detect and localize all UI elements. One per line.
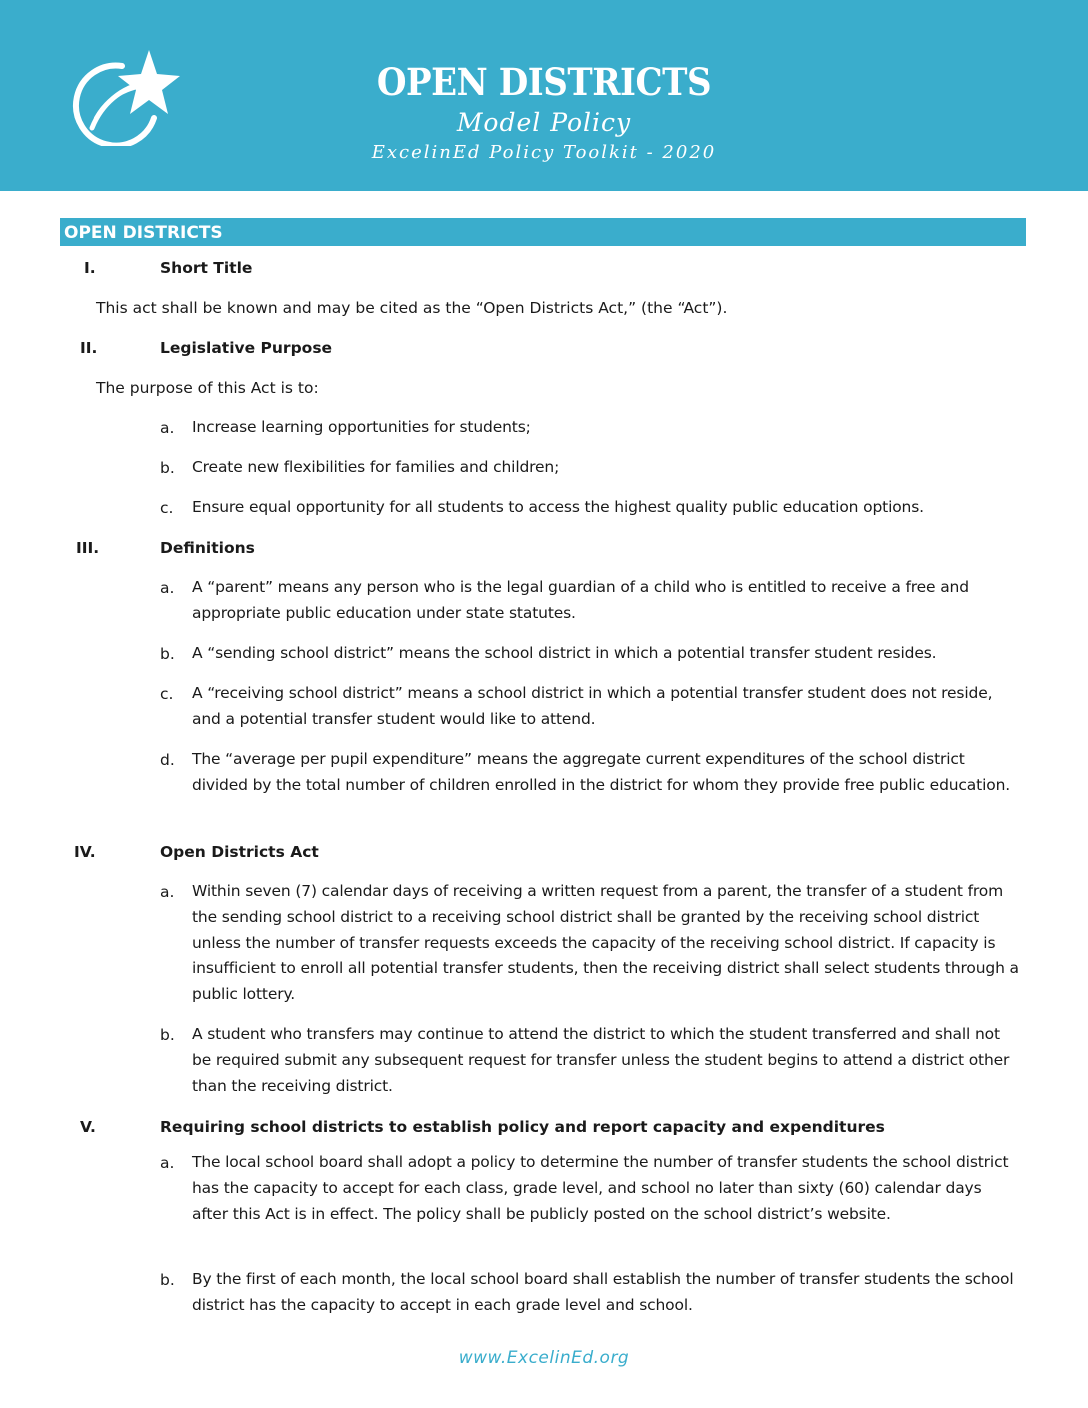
list-item: The “average per pupil expenditure” means the aggregate current expenditures of the school district divided by the total number of children enrolled in the district for whom they provide free public education.: [192, 750, 1011, 794]
list-item: A “parent” means any person who is the legal guardian of a child who is entitled to receive a free and appropriate public education under state statutes.: [192, 578, 969, 622]
section-numeral: IV.: [74, 843, 96, 861]
list-item-letter: b.: [160, 645, 175, 663]
list-item-letter: c.: [160, 499, 174, 517]
section-bar: OPEN DISTRICTS: [60, 218, 1026, 246]
document-title: OPEN DISTRICTS: [376, 60, 712, 104]
section-heading: Definitions: [160, 539, 255, 557]
list-item: By the first of each month, the local school board shall establish the number of transfer students the school district has the capacity to accept in each grade level and school.: [192, 1270, 1014, 1314]
list-item-letter: a.: [160, 579, 175, 597]
section-numeral: III.: [76, 539, 100, 557]
list-item-letter: a.: [160, 419, 175, 437]
list-item: Create new flexibilities for families and children;: [192, 458, 560, 476]
section-heading: Open Districts Act: [160, 843, 319, 861]
header-banner: [0, 0, 1088, 191]
section-intro: This act shall be known and may be cited as the “Open Districts Act,” (the “Act”).: [96, 299, 728, 317]
section-heading: Short Title: [160, 259, 253, 277]
list-item-letter: b.: [160, 1026, 175, 1044]
list-item: Ensure equal opportunity for all students to access the highest quality public education options.: [192, 498, 924, 516]
list-item-letter: a.: [160, 883, 175, 901]
shooting-star-logo-icon: [62, 48, 182, 146]
list-item: A “sending school district” means the school district in which a potential transfer student resides.: [192, 644, 937, 662]
list-item-letter: c.: [160, 685, 174, 703]
section-heading: Legislative Purpose: [160, 339, 333, 357]
list-item: A “receiving school district” means a school district in which a potential transfer student does not reside, and a potential transfer student would like to attend.: [192, 684, 993, 728]
document-subtitle: Model Policy: [456, 108, 632, 137]
list-item-letter: b.: [160, 1271, 175, 1289]
section-numeral: V.: [80, 1118, 96, 1136]
list-item-letter: d.: [160, 751, 175, 769]
footer-website-link[interactable]: www.ExcelinEd.org: [458, 1348, 630, 1368]
list-item: A student who transfers may continue to attend the district to which the student transferred and shall not be required submit any subsequent request for transfer unless the student begins to attend a district other than the receiving district.: [192, 1025, 1010, 1095]
section-numeral: II.: [80, 339, 98, 357]
section-numeral: I.: [84, 259, 96, 277]
section-intro: The purpose of this Act is to:: [96, 379, 319, 397]
title-block: [300, 58, 788, 166]
list-item-letter: a.: [160, 1154, 175, 1172]
list-item: Increase learning opportunities for students;: [192, 418, 531, 436]
list-item: Within seven (7) calendar days of receiving a written request from a parent, the transfer of a student from the sending school district to a receiving school district shall be granted by the receiving school district unless the number of transfer requests exceeds the capacity of the receiving school district. If capacity is insufficient to enroll all potential transfer students, then the receiving district shall select students through a public lottery.: [192, 882, 1019, 1004]
section-heading: Requiring school districts to establish policy and report capacity and expenditures: [160, 1118, 885, 1136]
toolkit-label: ExcelinEd Policy Toolkit - 2020: [371, 142, 717, 163]
list-item: The local school board shall adopt a policy to determine the number of transfer students the school district has the capacity to accept for each class, grade level, and school no later than sixty (60) calendar days after this Act is in effect. The policy shall be publicly posted on the school district’s website.: [192, 1153, 1009, 1223]
list-item-letter: b.: [160, 459, 175, 477]
